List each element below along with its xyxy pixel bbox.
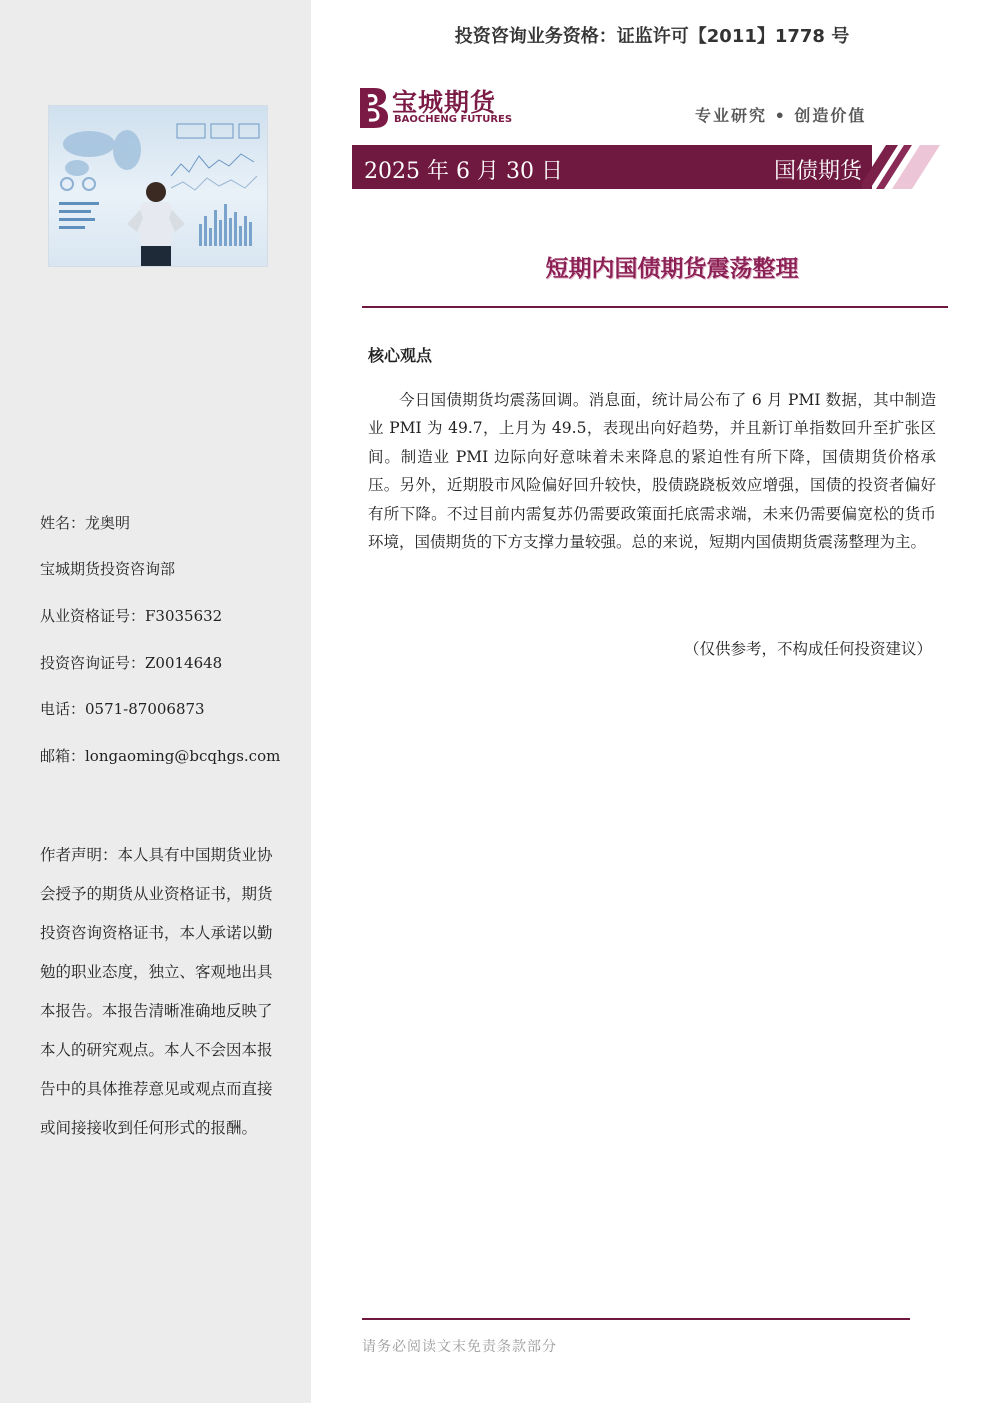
footer-note: 请务必阅读文末免责条款部分 <box>362 1339 557 1355</box>
hero-image <box>48 105 268 267</box>
analyst-department: 宝城期货投资咨询部 <box>40 560 176 578</box>
slogan: 专业研究 • 创造价值 <box>695 106 867 125</box>
qualification-number: 从业资格证号：F3035632 <box>40 607 223 625</box>
title-divider <box>362 306 948 308</box>
report-body: 今日国债期货均震荡回调。消息面，统计局公布了 6 月 PMI 数据，其中制造业 PMI 为 49.7，上月为 49.5，表现出向好趋势，并且新订单指数回升至扩张区间。制造业 PMI 边际向好意味着未来降息的紧迫性有所下降，国债期货价格承压。另外，近期股市风险偏好回升较快，股债跷跷板效应增强，国债的投资者偏好有所下降。不过目前内需复苏仍需要政策面托底需求端，未来仍需要偏宽松的货币环境，国债期货的下方支撑力量较强。总的来说，短期内国债期货震荡整理为主。 <box>368 391 936 552</box>
consultation-certificate: 投资咨询证号：Z0014648 <box>40 654 223 672</box>
sidebar <box>0 0 311 1403</box>
analyst-dashboard-illustration <box>49 106 267 266</box>
analyst-name: 姓名：龙奥明 <box>40 514 131 532</box>
logo-name: 宝城期货 <box>392 88 497 117</box>
license-header: 投资咨询业务资格：证监许可【2011】1778 号 <box>454 26 850 47</box>
phone-number: 电话：0571-87006873 <box>40 700 205 718</box>
investment-disclaimer: （仅供参考，不构成任何投资建议） <box>683 640 932 658</box>
date-banner <box>352 145 872 189</box>
footer-divider <box>362 1318 910 1320</box>
company-logo <box>356 84 526 132</box>
section-heading: 核心观点 <box>368 346 433 365</box>
report-category: 国债期货 <box>773 159 862 184</box>
logo-subtitle: BAOCHENG FUTURES <box>394 114 513 125</box>
report-date: 2025 年 6 月 30 日 <box>364 159 563 184</box>
author-statement: 作者声明：本人具有中国期货业协会授予的期货从业资格证书，期货投资咨询资格证书，本人承诺以勤勉的职业态度，独立、客观地出具本报告。本报告清晰准确地反映了本人的研究观点。本人不会因本报告中的具体推荐意见或观点而直接或间接接收到任何形式的报酬。 <box>40 846 273 1137</box>
banner-stripes-icon <box>862 145 942 189</box>
email-address[interactable]: 邮箱：longaoming@bcqhgs.com <box>40 747 281 765</box>
logo-mark-icon <box>356 84 390 130</box>
report-title: 短期内国债期货震荡整理 <box>545 256 799 282</box>
